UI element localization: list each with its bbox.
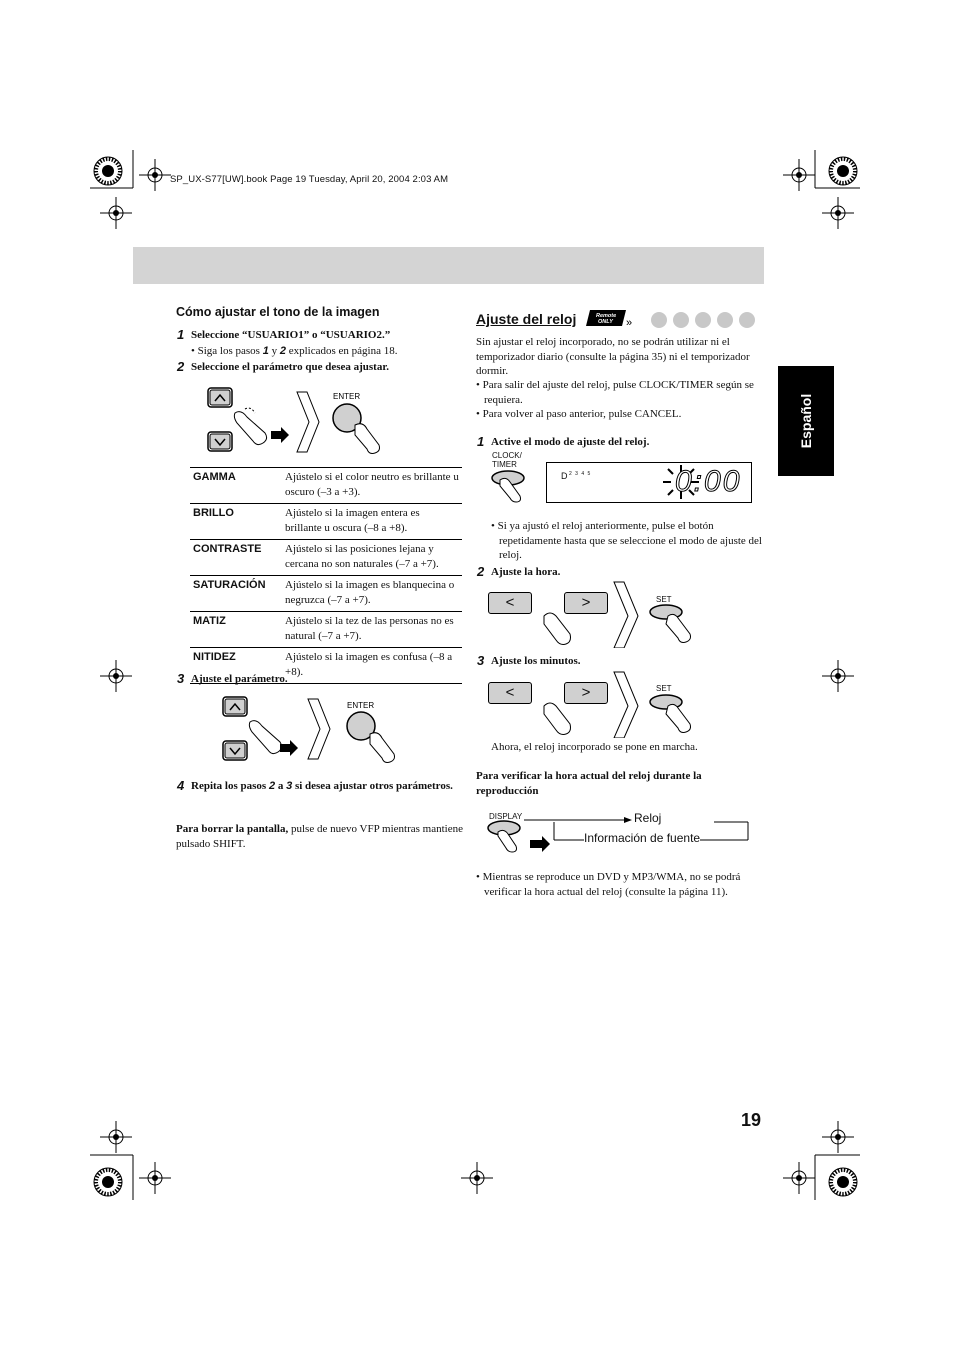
svg-text:Remote: Remote (596, 313, 617, 319)
right-step-3 (477, 653, 761, 669)
bullet-text: y (268, 345, 280, 357)
param-desc: Ajústelo si las posiciones lejana y cercana no son naturales (–7 a +7). (282, 540, 462, 576)
step-ref: 2 (279, 345, 286, 357)
prev-button-icon: < (488, 592, 532, 614)
step-ref: 1 (262, 345, 269, 357)
left-step-2 (177, 359, 466, 375)
step-number: 4 (177, 778, 185, 793)
cycle-source-label: Información de fuente (584, 831, 701, 845)
step-number: 2 (477, 564, 485, 579)
param-name: SATURACIÓN (190, 576, 282, 612)
step-number: 2 (177, 359, 185, 374)
param-desc: Ajústelo si la imagen entera es brillante u oscura (–8 a +8). (282, 504, 462, 540)
step-number: 1 (177, 327, 185, 342)
step-text: Ajuste el parámetro. (191, 673, 288, 685)
remote-only-badge (582, 306, 762, 334)
step-text: Ajuste los minutos. (491, 655, 581, 667)
next-button-icon: > (564, 592, 608, 614)
table-row (190, 540, 462, 576)
language-tab (778, 366, 834, 476)
bullet-text: • Siga los pasos (191, 345, 263, 357)
set-label: SET (656, 595, 672, 604)
clock-timer-label: CLOCK/ TIMER (492, 451, 522, 469)
clock-started-text: Ahora, el reloj incorporado se pone en marcha. (491, 741, 698, 753)
step-text: a (275, 780, 287, 792)
front-display (546, 462, 752, 503)
svg-text:ONLY: ONLY (598, 319, 613, 325)
right-step-2 (477, 564, 761, 580)
right-step-1-note: • Si ya ajustó el reloj anteriormente, pulse el botón repetidamente hasta que se seleccione el modo de ajuste del reloj. (491, 520, 762, 561)
clock-timer-button-illustration (490, 468, 540, 503)
clock-intro: Sin ajustar el reloj incorporado, no se podrán utilizar ni el temporizador diario (consulte la página 35) ni el temporizador dormir. (476, 336, 750, 377)
step-number: 3 (177, 671, 185, 686)
bullet-text: explicados en página 18. (285, 345, 398, 357)
enter-label: ENTER (347, 701, 375, 710)
step-ref: 2 (268, 780, 276, 792)
left-step-3 (177, 671, 466, 687)
param-name: CONTRASTE (190, 540, 282, 576)
left-step-1 (177, 327, 466, 343)
param-desc: Ajústelo si la tez de las personas no es natural (–7 a +7). (282, 612, 462, 648)
display-label: DISPLAY (489, 812, 523, 821)
final-note: • Mientras se reproduce un DVD y MP3/WMA, no se podrá verificar la hora actual del reloj (consulte la página 11). (476, 871, 741, 898)
left-step-4 (177, 778, 466, 794)
table-row (190, 468, 462, 504)
param-name: MATIZ (190, 612, 282, 648)
step-number: 3 (477, 653, 485, 668)
step-text: si desea ajustar otros parámetros. (292, 780, 453, 792)
prev-button-icon: < (488, 682, 532, 704)
param-name: NITIDEZ (190, 648, 282, 684)
header-bar (133, 247, 764, 284)
enter-illustration-2 (220, 694, 410, 769)
right-step-1 (477, 434, 761, 450)
left-heading: Cómo ajustar el tono de la imagen (176, 305, 380, 319)
display-time: 0:00 (675, 465, 742, 498)
table-row (190, 612, 462, 648)
param-desc: Ajústelo si la imagen es blanquecina o negruzca (–7 a +7). (282, 576, 462, 612)
enter-label: ENTER (333, 392, 361, 401)
display-indicator: D (561, 471, 568, 481)
clock-bullet-2: • Para volver al paso anterior, pulse CANCEL. (476, 408, 682, 420)
param-name: GAMMA (190, 468, 282, 504)
language-tab-label: Español (798, 393, 814, 449)
clear-display-note (176, 822, 466, 851)
step-text: Repita los pasos (191, 780, 269, 792)
step-text: Seleccione el parámetro que desea ajustar. (191, 361, 389, 373)
right-heading: Ajuste del reloj (476, 311, 577, 327)
enter-illustration-1 (205, 385, 395, 460)
next-button-icon: > (564, 682, 608, 704)
step-text: Ajuste la hora. (491, 566, 561, 578)
param-desc: Ajústelo si la imagen es confusa (–8 a +8). (282, 648, 462, 684)
display-subindicator: 2 3 4 5 (569, 471, 592, 477)
file-info: SP_UX-S77[UW].book Page 19 Tuesday, April 20, 2004 2:03 AM (170, 174, 449, 185)
note-text: pulse de nuevo VFP mientras mantiene pulsado SHIFT. (176, 823, 463, 850)
left-step-1-bullet (191, 344, 466, 359)
verify-heading: Para verificar la hora actual del reloj durante la reproducción (476, 770, 702, 797)
svg-text:»: » (626, 317, 633, 329)
clock-bullet-1: • Para salir del ajuste del reloj, pulse CLOCK/TIMER según se requiera. (476, 379, 754, 406)
step-text: Seleccione “USUARIO1” o “USUARIO2.” (191, 329, 391, 341)
table-row (190, 576, 462, 612)
table-row (190, 504, 462, 540)
cycle-clock-label: Reloj (634, 811, 662, 825)
param-desc: Ajústelo si el color neutro es brillante u oscuro (–3 a +3). (282, 468, 462, 504)
step-text: Active el modo de ajuste del reloj. (491, 436, 650, 448)
step2-illustration (540, 580, 700, 648)
page-number: 19 (741, 1110, 762, 1130)
step3-illustration (540, 670, 700, 738)
step-ref: 3 (286, 780, 293, 792)
parameter-table (190, 467, 462, 684)
note-bold: Para borrar la pantalla, (176, 823, 289, 835)
step-number: 1 (477, 434, 485, 449)
set-label: SET (656, 684, 672, 693)
param-name: BRILLO (190, 504, 282, 540)
